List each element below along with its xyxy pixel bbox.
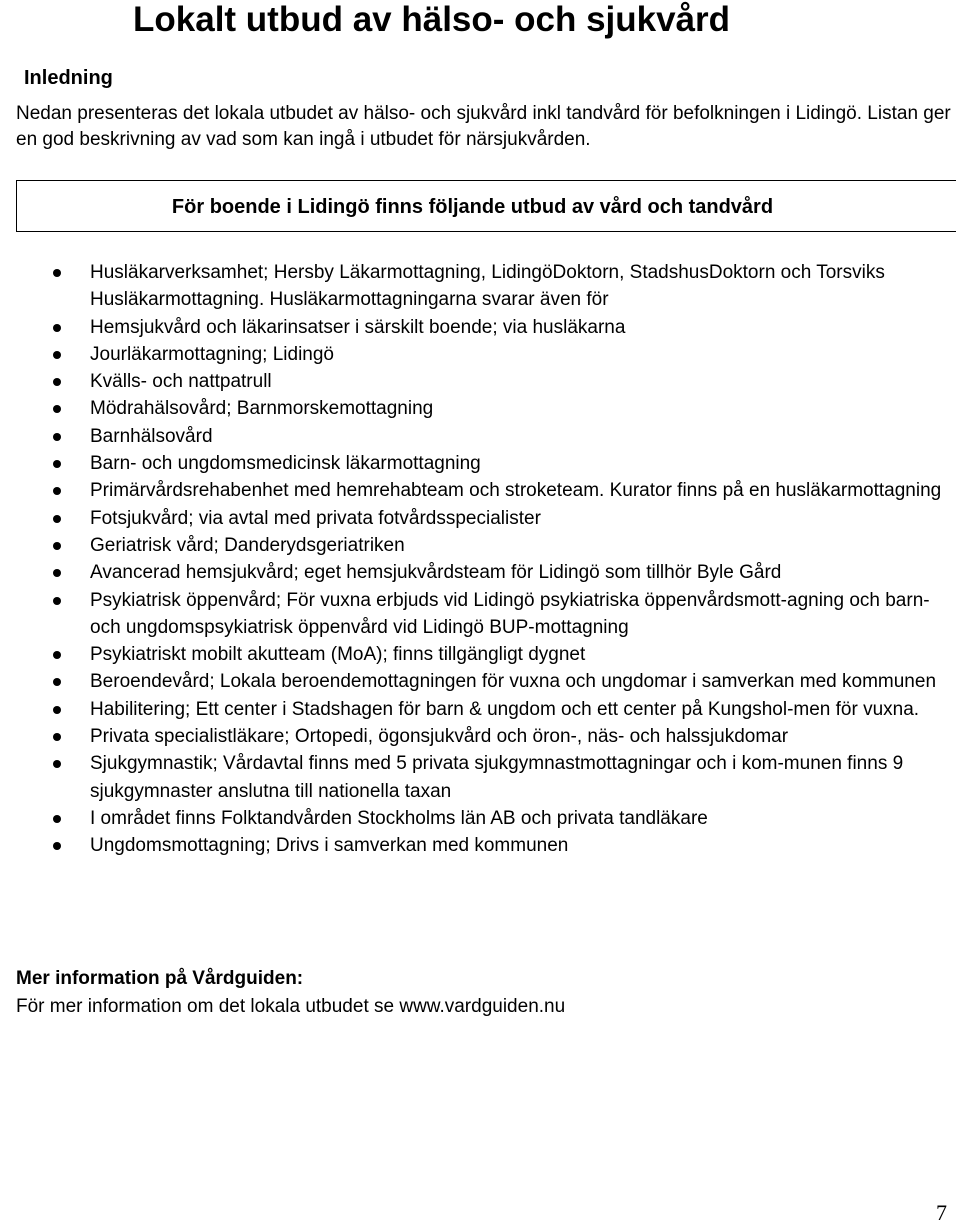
bullet-icon: [53, 651, 61, 659]
bullet-icon: [53, 542, 61, 550]
list-item: [0, 259, 960, 314]
bullet-icon: [53, 269, 61, 277]
section-heading-inledning: Inledning: [24, 67, 113, 89]
list-item-text: Hemsjukvård och läkarinsatser i särskilt boende; via husläkarna: [90, 316, 626, 338]
bullet-icon: [53, 706, 61, 714]
list-item-text: Psykiatriskt mobilt akutteam (MoA); finns tillgängligt dygnet: [90, 644, 586, 666]
list-item: [0, 723, 960, 750]
list-item: [0, 450, 960, 477]
list-item-text: Primärvårdsrehabenhet med hemrehabteam och stroketeam. Kurator finns på en husläkarmottagning: [90, 480, 942, 502]
list-item-text: Mödrahälsovård; Barnmorskemottagning: [90, 398, 434, 420]
list-item: [0, 395, 960, 422]
intro-paragraph: Nedan presenteras det lokala utbudet av hälso- och sjukvård inkl tandvård för befolkningen i Lidingö. Listan ger en god beskrivning av vad som kan ingå i utbudet för närsjukvården.: [16, 103, 951, 150]
list-item: [0, 587, 960, 642]
list-item-text: Fotsjukvård; via avtal med privata fotvårdsspecialister: [90, 507, 541, 529]
bullet-icon: [53, 487, 61, 495]
more-info-heading: Mer information på Vårdguiden:: [16, 968, 304, 989]
list-item: [0, 750, 960, 805]
list-item: [0, 805, 960, 832]
list-item-text: Husläkarverksamhet; Hersby Läkarmottagning, LidingöDoktorn, StadshusDoktorn och Torsviks Husläkarmottagning. Husläkarmottagningarna svarar även för: [90, 262, 885, 311]
bullet-icon: [53, 351, 61, 359]
bullet-icon: [53, 324, 61, 332]
more-info-text: För mer information om det lokala utbudet se www.vardguiden.nu: [16, 996, 566, 1017]
list-item-text: Barnhälsovård: [90, 425, 213, 447]
bullet-icon: [53, 760, 61, 768]
bullet-icon: [53, 569, 61, 577]
list-item-text: Sjukgymnastik; Vårdavtal finns med 5 privata sjukgymnastmottagningar och i kom-munen finns 9 sjukgymnaster anslutna till nationella taxan: [90, 753, 904, 802]
bullet-icon: [53, 378, 61, 386]
list-item-text: Habilitering; Ett center i Stadshagen för barn & ungdom och ett center på Kungshol-men för vuxna.: [90, 698, 920, 720]
bullet-icon: [53, 815, 61, 823]
list-item-text: Kvälls- och nattpatrull: [90, 371, 272, 393]
list-item-text: Avancerad hemsjukvård; eget hemsjukvårdsteam för Lidingö som tillhör Byle Gård: [90, 562, 782, 584]
list-item: [0, 559, 960, 586]
bullet-icon: [53, 842, 61, 850]
list-item: [0, 532, 960, 559]
bullet-icon: [53, 733, 61, 741]
page-number: 7: [936, 1200, 947, 1225]
bullet-icon: [53, 678, 61, 686]
list-item: [0, 368, 960, 395]
bullet-icon: [53, 515, 61, 523]
bullet-icon: [53, 433, 61, 441]
list-item: [0, 423, 960, 450]
list-item-text: Psykiatrisk öppenvård; För vuxna erbjuds vid Lidingö psykiatriska öppenvårdsmott-agning och barn- och ungdomspsykiatrisk öppenvård vid Lidingö BUP-mottagning: [90, 589, 930, 638]
list-item: [0, 477, 960, 504]
list-item-text: Ungdomsmottagning; Drivs i samverkan med kommunen: [90, 835, 569, 857]
list-item: [0, 832, 960, 859]
bullet-icon: [53, 460, 61, 468]
boxed-heading: För boende i Lidingö finns följande utbud av vård och tandvård: [16, 180, 956, 232]
list-item-text: Beroendevård; Lokala beroendemottagningen för vuxna och ungdomar i samverkan med kommunen: [90, 671, 937, 693]
services-list: [0, 259, 960, 860]
list-item: [0, 341, 960, 368]
document-title: Lokalt utbud av hälso- och sjukvård: [133, 0, 731, 39]
list-item-text: Barn- och ungdomsmedicinsk läkarmottagning: [90, 453, 481, 475]
bullet-icon: [53, 405, 61, 413]
list-item: [0, 505, 960, 532]
list-item: [0, 314, 960, 341]
list-item: [0, 668, 960, 695]
list-item: [0, 641, 960, 668]
bullet-icon: [53, 597, 61, 605]
list-item-text: Privata specialistläkare; Ortopedi, ögonsjukvård och öron-, näs- och halssjukdomar: [90, 726, 789, 748]
list-item-text: I området finns Folktandvården Stockholms län AB och privata tandläkare: [90, 807, 708, 829]
list-item-text: Jourläkarmottagning; Lidingö: [90, 343, 334, 365]
list-item-text: Geriatrisk vård; Danderydsgeriatriken: [90, 534, 405, 556]
list-item: [0, 696, 960, 723]
